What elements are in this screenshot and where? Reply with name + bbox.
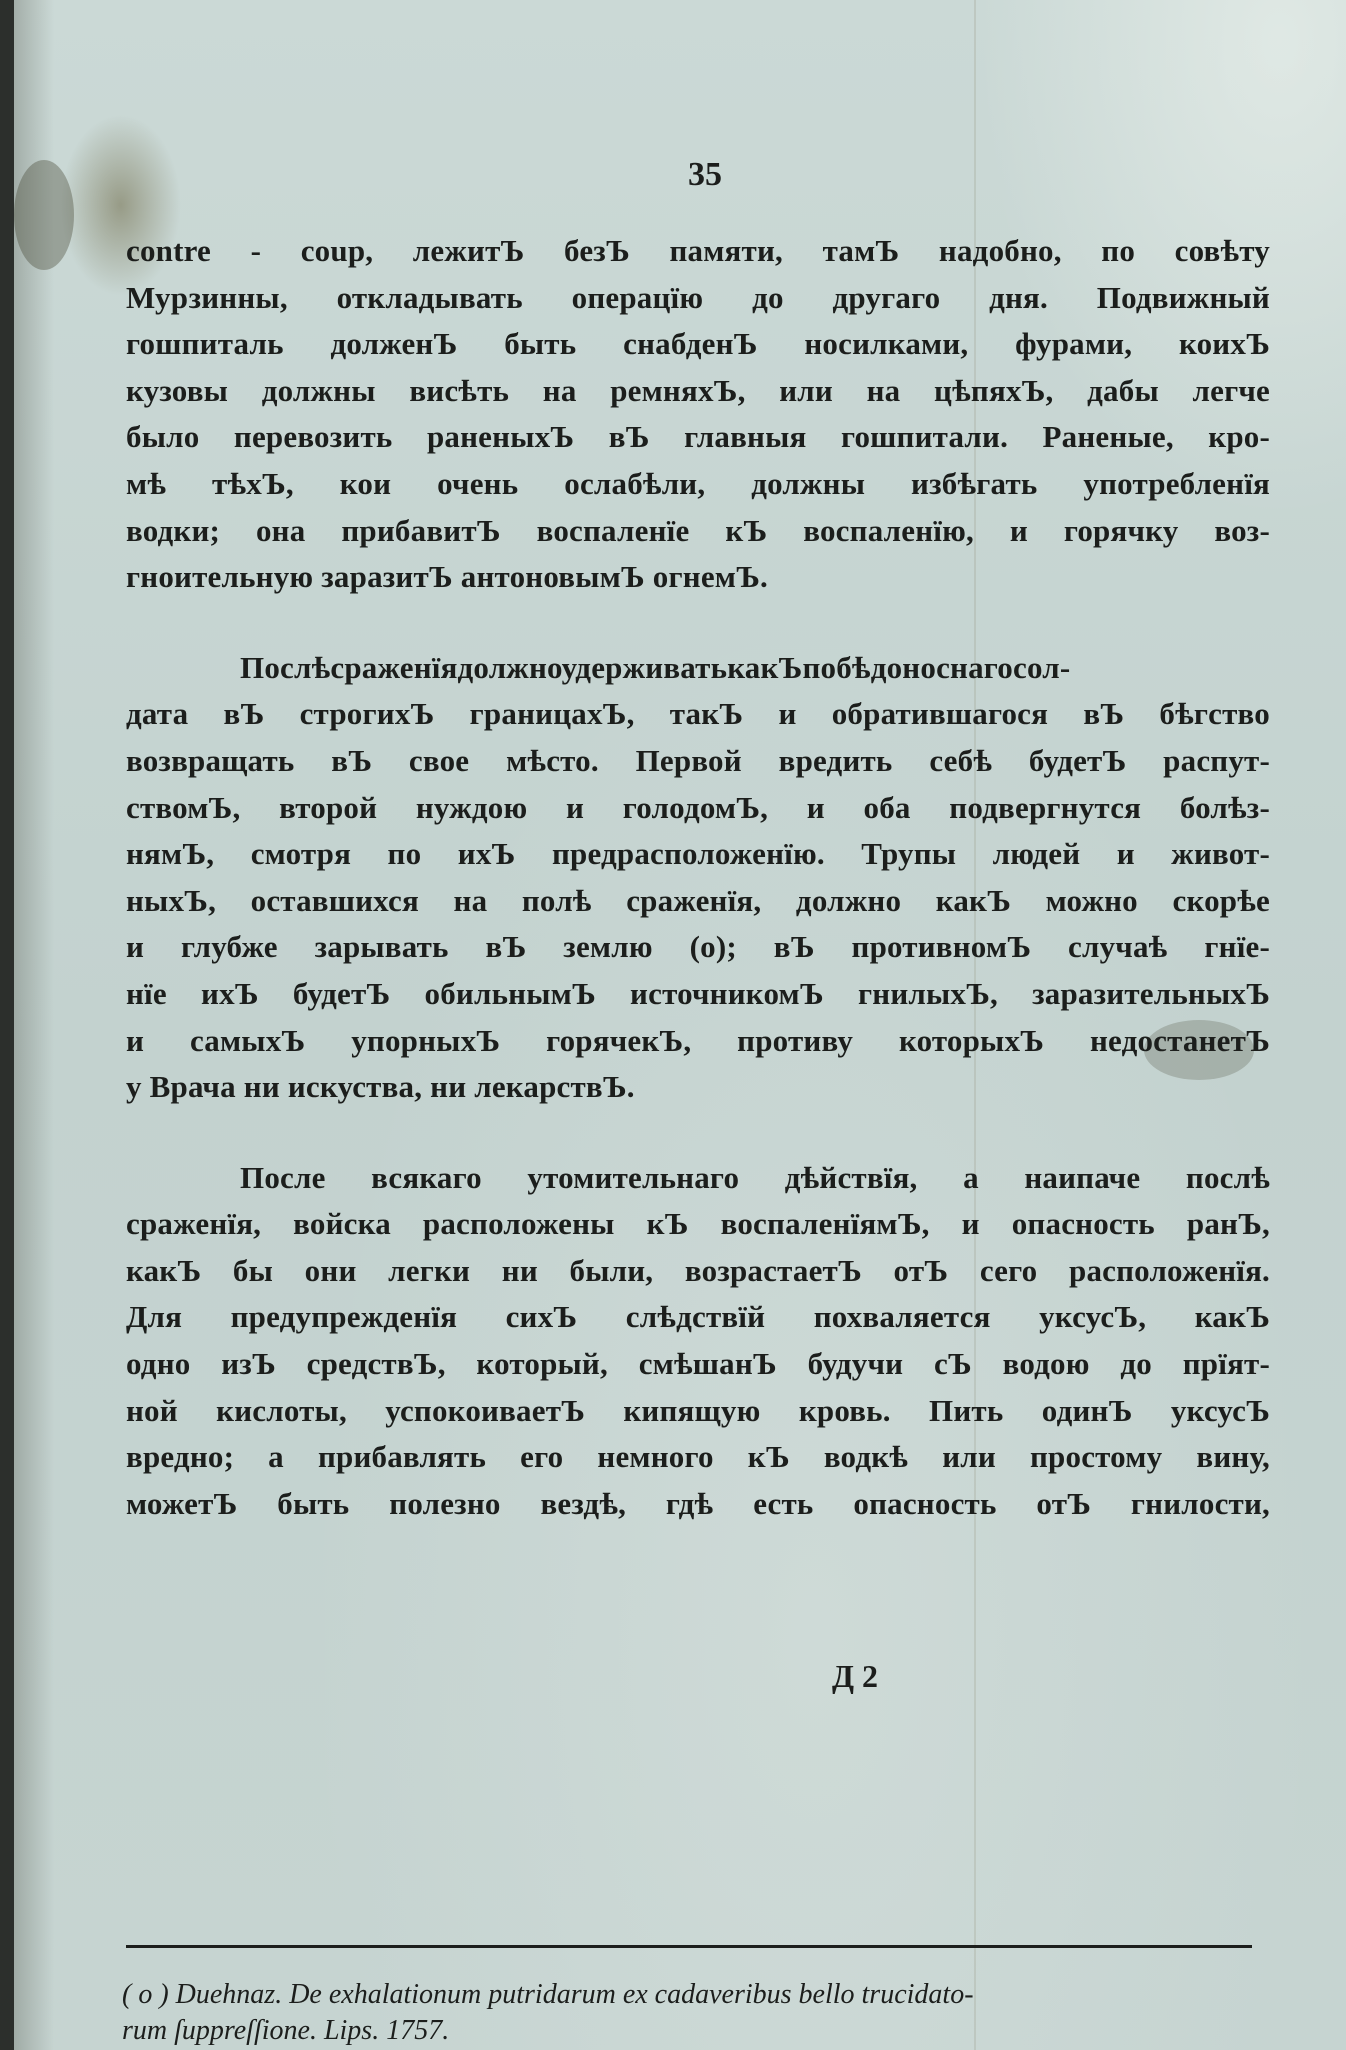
text-line: ПослѣсраженїядолжноудерживатькакЪпобѣдоноснагосол- bbox=[240, 649, 1071, 685]
text-line: у Врача ни искуства, ни лекарствЪ. bbox=[126, 1069, 635, 1105]
page-number: 35 bbox=[688, 156, 722, 193]
text-line: дата вЪ строгихЪ границахЪ, такЪ и обратившагося вЪ бѣгство bbox=[126, 696, 1270, 732]
footnote-divider bbox=[126, 1945, 1252, 1948]
paragraph-3 bbox=[126, 1155, 1270, 1528]
paragraph-2 bbox=[126, 645, 1270, 1111]
text-line: гноительную заразитЪ антоновымЪ огнемЪ. bbox=[126, 559, 768, 595]
text-line: можетЪ быть полезно вездѣ, гдѣ есть опасность отЪ гнилости, bbox=[126, 1485, 1270, 1521]
text-line: кузовы должны висѣть на ремняхЪ, или на цѣпяхЪ, дабы легче bbox=[126, 372, 1270, 408]
text-line: ной кислоты, успокоиваетЪ кипящую кровь. Пить одинЪ уксусЪ bbox=[126, 1392, 1270, 1428]
text-line: нїе ихЪ будетЪ обильнымЪ источникомЪ гнилыхЪ, заразительныхЪ bbox=[126, 975, 1270, 1011]
signature-mark: Д 2 bbox=[832, 1658, 879, 1694]
footnote-line: rum ſuppreſſione. Lips. 1757. bbox=[122, 2015, 450, 2046]
text-line: ныхЪ, оставшихся на полѣ сраженїя, должно какЪ можно скорѣе bbox=[126, 882, 1270, 918]
text-line: нямЪ, смотря по ихЪ предрасположенїю. Трупы людей и живот- bbox=[126, 836, 1270, 872]
text-line: и глубже зарывать вЪ землю (о); вЪ противномЪ случаѣ гнїе- bbox=[126, 929, 1270, 965]
text-line: и самыхЪ упорныхЪ горячекЪ, противу которыхЪ недостанетЪ bbox=[126, 1022, 1270, 1058]
paragraph-1 bbox=[126, 228, 1270, 601]
text-line: Мурзинны, откладывать операцїю до другаго дня. Подвижный bbox=[126, 279, 1270, 315]
text-line: водки; она прибавитЪ воспаленїе кЪ воспаленїю, и горячку воз- bbox=[126, 512, 1270, 548]
text-line: гошпиталь долженЪ быть снабденЪ носилками, фурами, коихЪ bbox=[126, 326, 1270, 362]
book-page bbox=[14, 0, 1346, 2050]
text-line: contre - coup, лежитЪ безЪ памяти, тамЪ надобно, по совѣту bbox=[126, 233, 1270, 268]
text-line: какЪ бы они легки ни были, возрастаетЪ отЪ сего расположенїя. bbox=[126, 1252, 1270, 1288]
text-line: После всякаго утомительнаго дѣйствїя, а наипаче послѣ bbox=[240, 1159, 1270, 1195]
footnote bbox=[122, 1977, 1272, 2049]
text-line: сраженїя, войска расположены кЪ воспаленїямЪ, и опасность ранЪ, bbox=[126, 1206, 1270, 1242]
text-line: одно изЪ средствЪ, который, смѣшанЪ будучи сЪ водою до прїят- bbox=[126, 1346, 1270, 1382]
text-line: возвращать вЪ свое мѣсто. Первой вредить себѣ будетЪ распут- bbox=[126, 742, 1270, 778]
text-line: Для предупрежденїя сихЪ слѣдствїй похваляется уксусЪ, какЪ bbox=[126, 1299, 1270, 1335]
text-line: мѣ тѣхЪ, кои очень ослабѣли, должны избѣгать употребленїя bbox=[126, 465, 1270, 501]
text-line: ствомЪ, второй нуждою и голодомЪ, и оба подвергнутся болѣз- bbox=[126, 789, 1270, 825]
text-line: было перевозить раненыхЪ вЪ главныя гошпитали. Раненые, кро- bbox=[126, 419, 1270, 455]
text-line: вредно; а прибавлять его немного кЪ водкѣ или простому вину, bbox=[126, 1439, 1270, 1475]
footnote-line: ( o ) Duehnaz. De exhalationum putridarum ex cadaveribus bello trucidato- bbox=[122, 1979, 974, 2010]
body-text bbox=[126, 228, 1270, 1571]
